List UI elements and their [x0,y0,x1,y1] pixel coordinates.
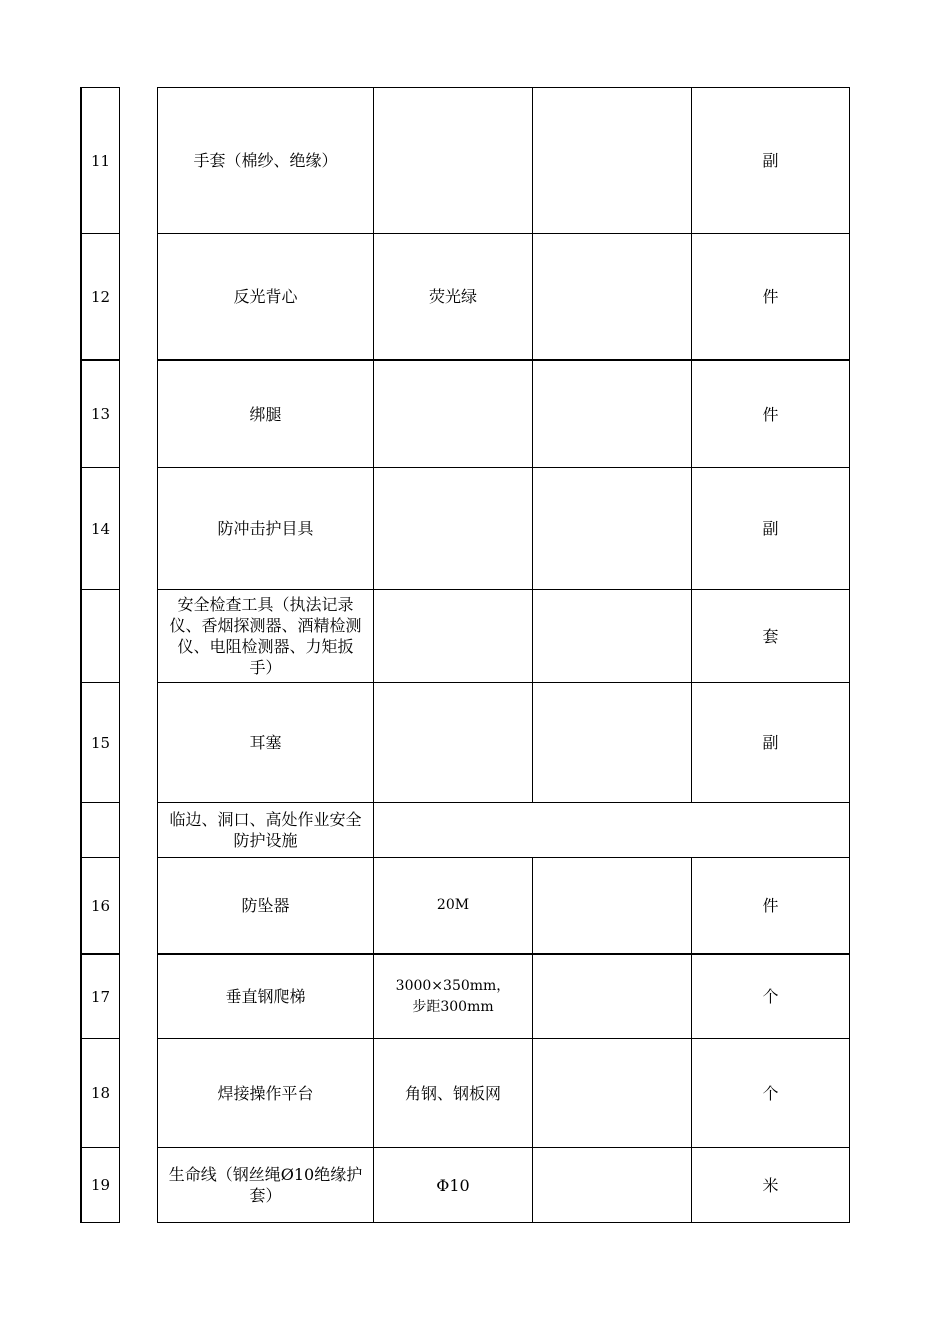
item-unit: 副 [762,519,779,538]
table-row [158,683,849,803]
item-unit: 副 [762,733,779,752]
item-unit: 个 [762,1083,779,1103]
item-extra [533,1148,692,1222]
item-extra [533,234,692,359]
table-row [158,1039,849,1148]
table-row [158,803,849,858]
item-unit: 件 [762,404,779,424]
table-row [158,858,849,955]
item-name: 耳塞 [158,683,374,802]
item-name: 生命线（钢丝绳Ø10绝缘护套） [158,1148,374,1222]
row-number: 19 [90,1176,111,1194]
item-extra [533,88,692,233]
row-number: 17 [82,955,119,1039]
item-spec: 20M [374,858,533,953]
row-number: 14 [82,468,119,590]
item-spec [374,361,533,467]
item-name: 防坠器 [158,858,374,953]
item-name: 反光背心 [158,234,374,359]
row-number: 15 [82,683,119,803]
row-number: 12 [82,234,119,361]
row-number [82,803,119,858]
item-name: 安全检查工具（执法记录仪、香烟探测器、酒精检测仪、电阻检测器、力矩扳手） [158,590,374,682]
item-unit: 套 [762,626,779,646]
item-spec [374,468,533,589]
item-extra [533,468,692,589]
item-unit: 米 [762,1175,779,1195]
item-name: 手套（棉纱、绝缘） [158,88,374,233]
item-name: 焊接操作平台 [158,1039,374,1147]
index-column [80,87,120,1223]
table-row [158,234,849,361]
item-name: 垂直钢爬梯 [158,955,374,1038]
row-number: 13 [82,361,119,468]
item-extra [533,590,692,682]
item-spec: 3000×350mm，步距300mm [374,955,533,1038]
item-unit: 个 [762,987,779,1006]
item-spec: Φ10 [374,1148,533,1222]
item-unit: 件 [762,287,779,306]
item-extra [533,858,692,953]
row-number: 18 [82,1039,119,1148]
item-extra [533,1039,692,1147]
table-row [158,88,849,234]
item-unit: 件 [762,896,779,915]
row-number: 11 [82,88,119,234]
item-extra [533,955,692,1038]
item-spec [374,88,533,233]
row-number: 16 [82,858,119,955]
row-number [82,590,119,683]
item-name: 防冲击护目具 [158,468,374,589]
item-spec [374,683,533,802]
item-name: 绑腿 [158,361,374,467]
item-spec [374,803,849,857]
item-spec [374,590,533,682]
table-row [158,361,849,468]
table-row [158,955,849,1039]
item-spec: 荧光绿 [374,234,533,359]
table-row [158,1148,849,1222]
table-row [158,468,849,590]
item-extra [533,361,692,467]
item-table [157,87,850,1223]
item-spec: 角钢、钢板网 [374,1039,533,1147]
item-name: 临边、洞口、高处作业安全防护设施 [158,803,374,857]
item-extra [533,683,692,802]
table-row [158,590,849,683]
item-unit: 副 [762,151,779,170]
